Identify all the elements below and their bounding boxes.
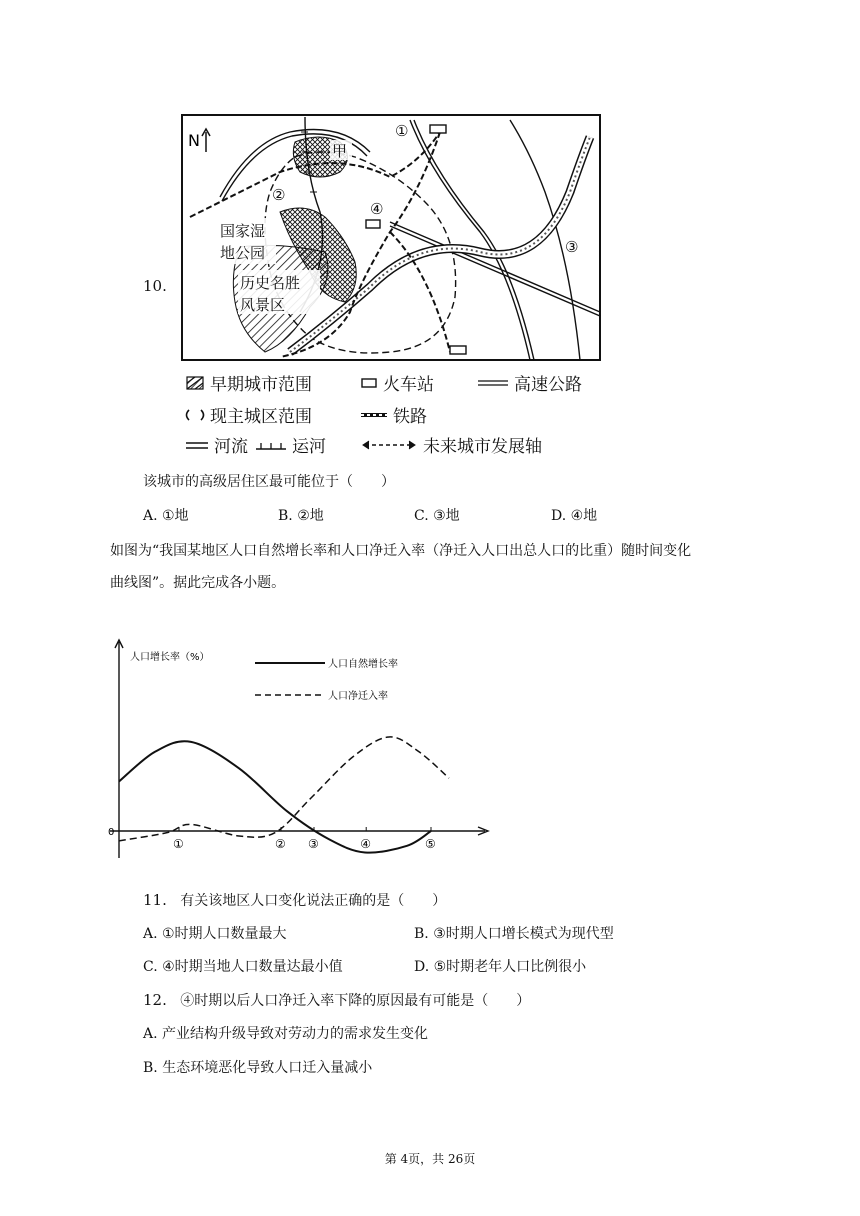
map-legend [186,370,606,460]
question-12 [143,990,530,1011]
period-marker-5: ⑤ [425,837,436,851]
label-site-4: ④ [370,200,384,218]
q10-option-d: D. ④地 [551,508,598,524]
legend-railway: 铁路 [393,407,427,427]
legend-label-1: 人口自然增长率 [328,659,398,670]
period-marker-2: ② [275,837,286,851]
legend-early-city: 早期城市范围 [186,370,312,395]
legend-current-city: 现主城区范围 [186,402,312,427]
q11-option-b: B. ③时期人口增长模式为现代型 [414,926,614,942]
question-11-number: 11. [143,891,167,909]
q11-option-a: A. ①时期人口数量最大 [143,926,287,942]
page-footer: 第 4页，共 26页 [384,1152,476,1166]
label-jia: 甲 [332,142,348,160]
north-label: N [188,131,200,150]
legend-canal: 运河 [292,437,326,457]
period-marker-3: ③ [308,837,319,851]
q10-option-a: A. ①地 [143,508,189,524]
intro-line-2: 曲线图”。据此完成各小题。 [110,575,286,591]
question-11 [143,890,446,911]
label-site-2: ② [272,186,286,204]
label-wetland-1: 国家湿 [220,222,266,240]
chart-ylabel: 人口增长率（%） [130,652,210,663]
question-12-number: 12. [143,991,167,1009]
series-line-net-migration [119,737,449,841]
label-scenic-1: 历史名胜 [240,274,301,292]
series-line-natural-growth [119,741,431,852]
q12-option-a: A. 产业结构升级导致对劳动力的需求发生变化 [143,1026,429,1042]
q11-option-c: C. ④时期当地人口数量达最小值 [143,959,343,975]
label-wetland-2: 地公园 [220,244,266,262]
period-marker-4: ④ [360,837,371,851]
q11-option-d: D. ⑤时期老年人口比例很小 [414,959,587,975]
intro-line-1: 如图为“我国某地区人口自然增长率和人口净迁入率（净迁入人口出总人口的比重）随时间变化 [110,543,692,559]
q10-option-b: B. ②地 [278,508,324,524]
q12-option-b: B. 生态环境恶化导致人口迁入量减小 [143,1060,373,1076]
legend-highway: 高速公路 [514,375,582,395]
label-site-3: ③ [565,238,579,256]
city-map-figure [180,112,605,364]
question-10-stem: 该城市的高级居住区最可能位于（ ） [143,474,395,490]
station-3 [450,346,466,354]
station-1 [430,125,446,133]
legend-future-axis: 未来城市发展轴 [361,432,542,457]
question-10-number: 10. [143,277,167,295]
label-site-1: ① [395,122,409,140]
legend-station: 火车站 [361,370,434,395]
question-12-stem: ④时期以后人口净迁入率下降的原因最有可能是（ ） [180,993,531,1009]
legend-river: 河流 [214,437,248,457]
question-11-stem: 有关该地区人口变化说法正确的是（ ） [180,893,447,909]
origin-label: 0 [108,827,115,838]
period-marker-1: ① [173,837,184,851]
label-scenic-2: 风景区 [240,296,286,314]
q10-option-c: C. ③地 [414,508,460,524]
station-2 [366,220,380,228]
legend-label-2: 人口净迁入率 [328,691,388,702]
population-growth-chart [110,632,500,877]
